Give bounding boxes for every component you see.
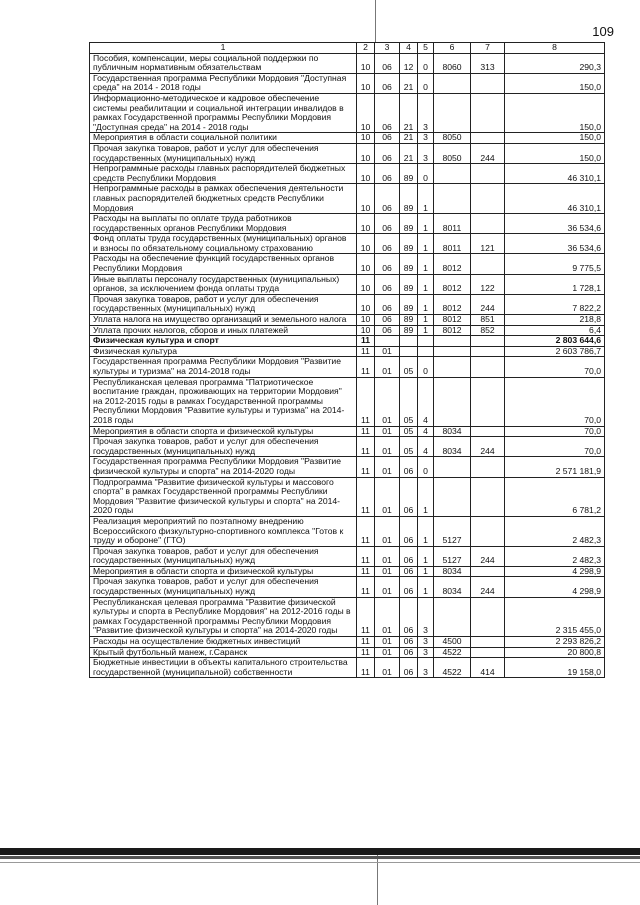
amount-cell: 2 803 644,6 xyxy=(505,336,605,347)
subsection-cell: 01 xyxy=(375,457,400,477)
subprogram-cell: 1 xyxy=(418,254,434,274)
row-name-cell: Прочая закупка товаров, работ и услуг для обеспечения государственных (муниципальных) нужд xyxy=(90,143,357,163)
subsection-cell: 06 xyxy=(375,93,400,132)
program-cell: 89 xyxy=(400,234,418,254)
amount-cell: 70,0 xyxy=(505,426,605,437)
section-cell: 11 xyxy=(357,546,375,566)
subprogram-cell: 4 xyxy=(418,437,434,457)
table-row xyxy=(90,184,605,214)
expense-type-cell: 244 xyxy=(471,546,505,566)
subprogram-cell: 3 xyxy=(418,658,434,678)
subsection-cell xyxy=(375,336,400,347)
section-cell: 11 xyxy=(357,516,375,546)
section-cell: 10 xyxy=(357,164,375,184)
direction-cell: 8011 xyxy=(434,214,471,234)
subsection-cell: 06 xyxy=(375,53,400,73)
program-cell: 89 xyxy=(400,325,418,336)
program-cell: 06 xyxy=(400,546,418,566)
subsection-cell: 01 xyxy=(375,597,400,636)
table-row xyxy=(90,346,605,357)
subprogram-cell xyxy=(418,336,434,347)
table-row xyxy=(90,377,605,426)
expense-type-cell: 122 xyxy=(471,274,505,294)
row-name-cell: Республиканская целевая программа "Патриотическое воспитание граждан, проживающих на территории Мордовия" на 2012-2015 годы в рамках Государственной программы Республики Мордовия "Развитие культуры и туризма" на 2014-2018 годы xyxy=(90,377,357,426)
table-row xyxy=(90,164,605,184)
subsection-cell: 01 xyxy=(375,346,400,357)
amount-cell: 218,8 xyxy=(505,315,605,326)
direction-cell: 4522 xyxy=(434,658,471,678)
table-row xyxy=(90,658,605,678)
column-header: 3 xyxy=(375,43,400,54)
direction-cell: 8012 xyxy=(434,315,471,326)
subprogram-cell: 3 xyxy=(418,637,434,648)
subsection-cell: 01 xyxy=(375,516,400,546)
direction-cell xyxy=(434,93,471,132)
subprogram-cell: 0 xyxy=(418,53,434,73)
subsection-cell: 01 xyxy=(375,437,400,457)
program-cell xyxy=(400,346,418,357)
amount-cell: 4 298,9 xyxy=(505,577,605,597)
direction-cell xyxy=(434,377,471,426)
program-cell: 12 xyxy=(400,53,418,73)
subprogram-cell: 3 xyxy=(418,597,434,636)
program-cell: 89 xyxy=(400,164,418,184)
direction-cell: 8034 xyxy=(434,577,471,597)
table-row xyxy=(90,73,605,93)
amount-cell: 36 534,6 xyxy=(505,234,605,254)
subsection-cell: 06 xyxy=(375,184,400,214)
expense-type-cell xyxy=(471,254,505,274)
amount-cell: 150,0 xyxy=(505,133,605,144)
expense-type-cell xyxy=(471,164,505,184)
program-cell: 06 xyxy=(400,577,418,597)
expense-type-cell xyxy=(471,647,505,658)
expense-type-cell xyxy=(471,133,505,144)
subsection-cell: 06 xyxy=(375,254,400,274)
direction-cell xyxy=(434,346,471,357)
expense-type-cell: 244 xyxy=(471,143,505,163)
expense-type-cell xyxy=(471,93,505,132)
program-cell: 89 xyxy=(400,274,418,294)
amount-cell: 2 482,3 xyxy=(505,516,605,546)
program-cell: 89 xyxy=(400,315,418,326)
subprogram-cell: 1 xyxy=(418,184,434,214)
expense-type-cell xyxy=(471,597,505,636)
section-cell: 11 xyxy=(357,658,375,678)
row-name-cell: Непрограммные расходы в рамках обеспечения деятельности главных распорядителей бюджетных средств Республики Мордовия xyxy=(90,184,357,214)
table-row xyxy=(90,254,605,274)
direction-cell xyxy=(434,336,471,347)
table-row xyxy=(90,336,605,347)
subsection-cell: 06 xyxy=(375,294,400,314)
table-row xyxy=(90,325,605,336)
direction-cell: 8034 xyxy=(434,426,471,437)
section-cell: 11 xyxy=(357,477,375,516)
table-row xyxy=(90,647,605,658)
subprogram-cell: 0 xyxy=(418,73,434,93)
row-name-cell: Прочая закупка товаров, работ и услуг для обеспечения государственных (муниципальных) нужд xyxy=(90,437,357,457)
scan-edge-bar xyxy=(0,856,640,859)
expense-type-cell xyxy=(471,477,505,516)
amount-cell: 150,0 xyxy=(505,93,605,132)
program-cell: 06 xyxy=(400,457,418,477)
subprogram-cell: 1 xyxy=(418,325,434,336)
scan-edge-bar xyxy=(0,862,640,863)
amount-cell: 2 315 455,0 xyxy=(505,597,605,636)
section-cell: 11 xyxy=(357,597,375,636)
expense-type-cell xyxy=(471,73,505,93)
row-name-cell: Физическая культура xyxy=(90,346,357,357)
program-cell: 89 xyxy=(400,254,418,274)
direction-cell: 8012 xyxy=(434,294,471,314)
table-row xyxy=(90,597,605,636)
subsection-cell: 06 xyxy=(375,133,400,144)
column-header: 8 xyxy=(505,43,605,54)
expense-type-cell: 244 xyxy=(471,577,505,597)
row-name-cell: Прочая закупка товаров, работ и услуг для обеспечения государственных (муниципальных) нужд xyxy=(90,294,357,314)
section-cell: 11 xyxy=(357,457,375,477)
table-row xyxy=(90,133,605,144)
subsection-cell: 06 xyxy=(375,143,400,163)
subprogram-cell: 3 xyxy=(418,133,434,144)
subprogram-cell: 4 xyxy=(418,377,434,426)
amount-cell: 2 603 786,7 xyxy=(505,346,605,357)
amount-cell: 6,4 xyxy=(505,325,605,336)
program-cell: 05 xyxy=(400,426,418,437)
section-cell: 10 xyxy=(357,143,375,163)
program-cell: 06 xyxy=(400,516,418,546)
program-cell: 05 xyxy=(400,357,418,377)
amount-cell: 150,0 xyxy=(505,73,605,93)
amount-cell: 20 800,8 xyxy=(505,647,605,658)
direction-cell: 5127 xyxy=(434,546,471,566)
section-cell: 11 xyxy=(357,426,375,437)
expense-type-cell: 121 xyxy=(471,234,505,254)
direction-cell: 8034 xyxy=(434,437,471,457)
expense-type-cell: 851 xyxy=(471,315,505,326)
subprogram-cell: 0 xyxy=(418,457,434,477)
expense-type-cell xyxy=(471,336,505,347)
amount-cell: 1 728,1 xyxy=(505,274,605,294)
row-name-cell: Мероприятия в области спорта и физической культуры xyxy=(90,566,357,577)
expense-type-cell xyxy=(471,214,505,234)
subsection-cell: 06 xyxy=(375,274,400,294)
table-row xyxy=(90,437,605,457)
subsection-cell: 06 xyxy=(375,73,400,93)
direction-cell: 8050 xyxy=(434,133,471,144)
subsection-cell: 06 xyxy=(375,214,400,234)
row-name-cell: Расходы на осуществление бюджетных инвестиций xyxy=(90,637,357,648)
table-row xyxy=(90,315,605,326)
expense-type-cell: 852 xyxy=(471,325,505,336)
subprogram-cell: 1 xyxy=(418,546,434,566)
subsection-cell: 01 xyxy=(375,577,400,597)
scan-fold-line xyxy=(375,0,376,42)
expense-type-cell xyxy=(471,457,505,477)
subprogram-cell: 1 xyxy=(418,294,434,314)
row-name-cell: Республиканская целевая программа "Развитие физической культуры и спорта в Республике Мордовия" на 2012-2016 годы в рамках Государственной программы Республики Мордовия "Развитие физической культуры и спорта" на 2014-2020 годы xyxy=(90,597,357,636)
direction-cell: 8011 xyxy=(434,234,471,254)
section-cell: 10 xyxy=(357,274,375,294)
subsection-cell: 01 xyxy=(375,377,400,426)
table-row xyxy=(90,477,605,516)
page-number: 109 xyxy=(592,24,614,39)
column-header: 5 xyxy=(418,43,434,54)
table-row xyxy=(90,93,605,132)
row-name-cell: Подпрограмма "Развитие физической культуры и массового спорта" в рамках Государственной программы Республики Мордовия "Развитие физической культуры и спорта" на 2014-2020 годы xyxy=(90,477,357,516)
row-name-cell: Государственная программа Республики Мордовия "Развитие культуры и туризма" на 2014-2018 годы xyxy=(90,357,357,377)
program-cell: 05 xyxy=(400,377,418,426)
table-row xyxy=(90,516,605,546)
section-cell: 10 xyxy=(357,234,375,254)
direction-cell: 8050 xyxy=(434,143,471,163)
section-cell: 11 xyxy=(357,336,375,347)
subprogram-cell: 1 xyxy=(418,577,434,597)
section-cell: 10 xyxy=(357,294,375,314)
program-cell: 06 xyxy=(400,597,418,636)
section-cell: 10 xyxy=(357,315,375,326)
direction-cell: 8012 xyxy=(434,274,471,294)
section-cell: 11 xyxy=(357,577,375,597)
amount-cell: 36 534,6 xyxy=(505,214,605,234)
direction-cell xyxy=(434,73,471,93)
subsection-cell: 01 xyxy=(375,426,400,437)
expense-type-cell xyxy=(471,637,505,648)
column-header: 1 xyxy=(90,43,357,54)
expense-type-cell xyxy=(471,346,505,357)
row-name-cell: Крытый футбольный манеж, г.Саранск xyxy=(90,647,357,658)
program-cell: 89 xyxy=(400,294,418,314)
subsection-cell: 01 xyxy=(375,357,400,377)
direction-cell xyxy=(434,597,471,636)
amount-cell: 6 781,2 xyxy=(505,477,605,516)
subprogram-cell xyxy=(418,346,434,357)
table-body xyxy=(90,53,605,678)
amount-cell: 46 310,1 xyxy=(505,164,605,184)
table-row xyxy=(90,53,605,73)
program-cell: 89 xyxy=(400,214,418,234)
amount-cell: 19 158,0 xyxy=(505,658,605,678)
amount-cell: 2 293 826,2 xyxy=(505,637,605,648)
column-header: 7 xyxy=(471,43,505,54)
subprogram-cell: 1 xyxy=(418,234,434,254)
expense-type-cell: 244 xyxy=(471,294,505,314)
row-name-cell: Расходы на обеспечение функций государственных органов Республики Мордовия xyxy=(90,254,357,274)
expense-type-cell: 313 xyxy=(471,53,505,73)
subsection-cell: 01 xyxy=(375,647,400,658)
row-name-cell: Пособия, компенсации, меры социальной поддержки по публичным нормативным обязательствам xyxy=(90,53,357,73)
program-cell: 06 xyxy=(400,566,418,577)
row-name-cell: Мероприятия в области спорта и физической культуры xyxy=(90,426,357,437)
section-cell: 11 xyxy=(357,377,375,426)
subsection-cell: 01 xyxy=(375,566,400,577)
table-row xyxy=(90,566,605,577)
direction-cell: 8060 xyxy=(434,53,471,73)
direction-cell: 8012 xyxy=(434,325,471,336)
direction-cell xyxy=(434,477,471,516)
table-row xyxy=(90,274,605,294)
direction-cell xyxy=(434,357,471,377)
row-name-cell: Прочая закупка товаров, работ и услуг для обеспечения государственных (муниципальных) нужд xyxy=(90,546,357,566)
section-cell: 11 xyxy=(357,647,375,658)
expense-type-cell: 414 xyxy=(471,658,505,678)
section-cell: 10 xyxy=(357,214,375,234)
subprogram-cell: 1 xyxy=(418,477,434,516)
direction-cell: 8034 xyxy=(434,566,471,577)
section-cell: 11 xyxy=(357,637,375,648)
amount-cell: 2 571 181,9 xyxy=(505,457,605,477)
row-name-cell: Информационно-методическое и кадровое обеспечение системы реабилитации и социальной интеграции инвалидов в рамках Государственной программы Республики Мордовия "Доступная среда" на 2014 - 2018 годы xyxy=(90,93,357,132)
amount-cell: 290,3 xyxy=(505,53,605,73)
program-cell: 06 xyxy=(400,477,418,516)
subprogram-cell: 1 xyxy=(418,566,434,577)
direction-cell: 5127 xyxy=(434,516,471,546)
table-row xyxy=(90,546,605,566)
amount-cell: 70,0 xyxy=(505,357,605,377)
row-name-cell: Бюджетные инвестиции в объекты капитального строительства государственной (муниципальной) собственности xyxy=(90,658,357,678)
subsection-cell: 06 xyxy=(375,234,400,254)
table-row xyxy=(90,457,605,477)
row-name-cell: Расходы на выплаты по оплате труда работников государственных органов Республики Мордовия xyxy=(90,214,357,234)
amount-cell: 7 822,2 xyxy=(505,294,605,314)
table-row xyxy=(90,294,605,314)
amount-cell: 46 310,1 xyxy=(505,184,605,214)
section-cell: 10 xyxy=(357,184,375,214)
expense-type-cell: 244 xyxy=(471,437,505,457)
section-cell: 10 xyxy=(357,254,375,274)
subprogram-cell: 3 xyxy=(418,93,434,132)
table-row xyxy=(90,637,605,648)
subsection-cell: 06 xyxy=(375,164,400,184)
table-row xyxy=(90,426,605,437)
program-cell: 21 xyxy=(400,93,418,132)
section-cell: 10 xyxy=(357,325,375,336)
program-cell: 06 xyxy=(400,647,418,658)
section-cell: 10 xyxy=(357,53,375,73)
section-cell: 10 xyxy=(357,93,375,132)
row-name-cell: Уплата прочих налогов, сборов и иных платежей xyxy=(90,325,357,336)
column-header: 4 xyxy=(400,43,418,54)
section-cell: 10 xyxy=(357,73,375,93)
subsection-cell: 01 xyxy=(375,546,400,566)
direction-cell xyxy=(434,184,471,214)
column-header: 6 xyxy=(434,43,471,54)
direction-cell: 4500 xyxy=(434,637,471,648)
row-name-cell: Уплата налога на имущество организаций и земельного налога xyxy=(90,315,357,326)
program-cell: 21 xyxy=(400,133,418,144)
program-cell: 21 xyxy=(400,143,418,163)
subprogram-cell: 0 xyxy=(418,164,434,184)
section-cell: 11 xyxy=(357,346,375,357)
amount-cell: 2 482,3 xyxy=(505,546,605,566)
row-name-cell: Реализация мероприятий по поэтапному внедрению Всероссийского физкультурно-спортивного комплекса "Готов к труду и обороне" (ГТО) xyxy=(90,516,357,546)
subsection-cell: 01 xyxy=(375,637,400,648)
section-cell: 11 xyxy=(357,566,375,577)
table-row xyxy=(90,143,605,163)
program-cell: 05 xyxy=(400,437,418,457)
program-cell: 21 xyxy=(400,73,418,93)
amount-cell: 150,0 xyxy=(505,143,605,163)
amount-cell: 9 775,5 xyxy=(505,254,605,274)
row-name-cell: Непрограммные расходы главных распорядителей бюджетных средств Республики Мордовия xyxy=(90,164,357,184)
expense-type-cell xyxy=(471,516,505,546)
subprogram-cell: 1 xyxy=(418,516,434,546)
section-cell: 11 xyxy=(357,437,375,457)
section-cell: 10 xyxy=(357,133,375,144)
row-name-cell: Мероприятия в области социальной политики xyxy=(90,133,357,144)
direction-cell: 8012 xyxy=(434,254,471,274)
direction-cell: 4522 xyxy=(434,647,471,658)
row-name-cell: Фонд оплаты труда государственных (муниципальных) органов и взносы по обязательному социальному страхованию xyxy=(90,234,357,254)
subprogram-cell: 3 xyxy=(418,647,434,658)
subsection-cell: 06 xyxy=(375,325,400,336)
row-name-cell: Государственная программа Республики Мордовия "Развитие физической культуры и спорта" на 2014-2020 годы xyxy=(90,457,357,477)
row-name-cell: Иные выплаты персоналу государственных (муниципальных) органов, за исключением фонда оплаты труда xyxy=(90,274,357,294)
subprogram-cell: 4 xyxy=(418,426,434,437)
subprogram-cell: 1 xyxy=(418,214,434,234)
table-row xyxy=(90,577,605,597)
expense-type-cell xyxy=(471,377,505,426)
expense-type-cell xyxy=(471,184,505,214)
direction-cell xyxy=(434,457,471,477)
table-row xyxy=(90,234,605,254)
expense-type-cell xyxy=(471,566,505,577)
amount-cell: 70,0 xyxy=(505,437,605,457)
row-name-cell: Физическая культура и спорт xyxy=(90,336,357,347)
subprogram-cell: 1 xyxy=(418,274,434,294)
subprogram-cell: 3 xyxy=(418,143,434,163)
row-name-cell: Государственная программа Республики Мордовия "Доступная среда" на 2014 - 2018 годы xyxy=(90,73,357,93)
program-cell: 89 xyxy=(400,184,418,214)
direction-cell xyxy=(434,164,471,184)
program-cell: 06 xyxy=(400,637,418,648)
column-header-row xyxy=(90,43,605,54)
expense-type-cell xyxy=(471,426,505,437)
amount-cell: 70,0 xyxy=(505,377,605,426)
section-cell: 11 xyxy=(357,357,375,377)
budget-table xyxy=(89,42,605,678)
subsection-cell: 01 xyxy=(375,658,400,678)
column-header: 2 xyxy=(357,43,375,54)
subprogram-cell: 1 xyxy=(418,315,434,326)
scan-edge-bar xyxy=(0,848,640,855)
row-name-cell: Прочая закупка товаров, работ и услуг для обеспечения государственных (муниципальных) нужд xyxy=(90,577,357,597)
table-row xyxy=(90,214,605,234)
table-row xyxy=(90,357,605,377)
program-cell: 06 xyxy=(400,658,418,678)
subsection-cell: 06 xyxy=(375,315,400,326)
program-cell xyxy=(400,336,418,347)
amount-cell: 4 298,9 xyxy=(505,566,605,577)
subprogram-cell: 0 xyxy=(418,357,434,377)
expense-type-cell xyxy=(471,357,505,377)
subsection-cell: 01 xyxy=(375,477,400,516)
